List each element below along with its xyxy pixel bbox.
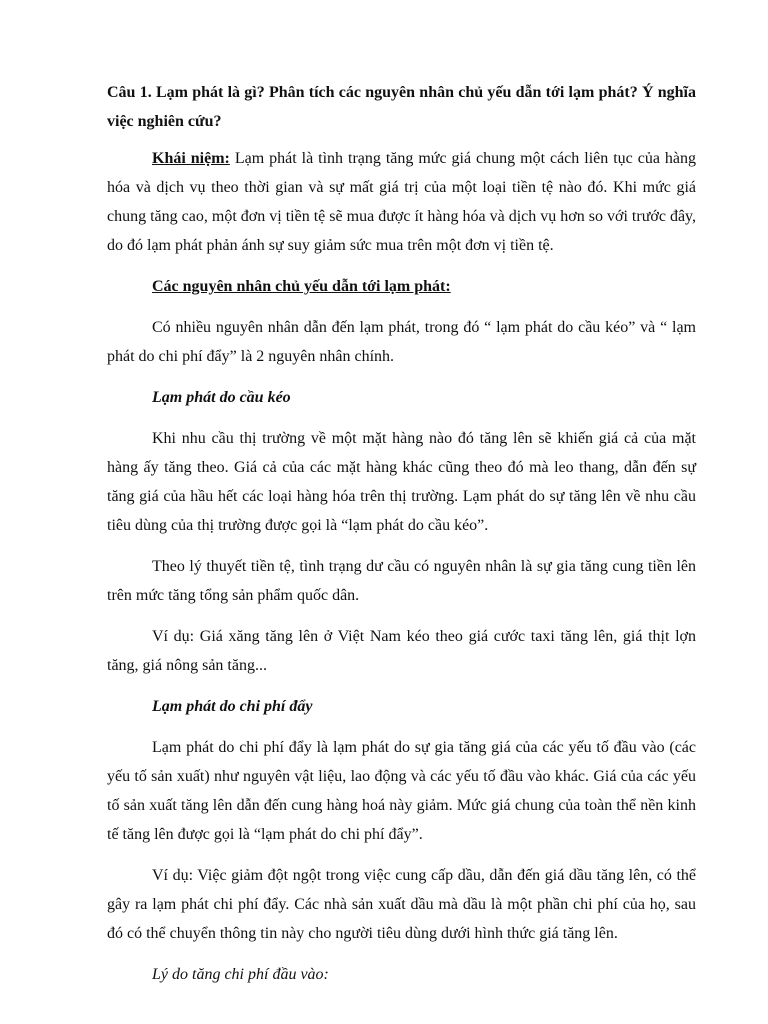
intro-paragraph: Có nhiều nguyên nhân dẫn đến lạm phát, trong đó “ lạm phát do cầu kéo” và “ lạm phát do chi phí đẩy” là 2 nguyên nhân chính. <box>107 319 696 365</box>
definition-text: Lạm phát là tình trạng tăng mức giá chung một cách liên tục của hàng hóa và dịch vụ theo thời gian và sự mất giá trị của một loại tiền tệ nào đó. Khi mức giá chung tăng cao, một đơn vị tiền tệ sẽ mua được ít hàng hóa và dịch vụ hơn so với trước đây, do đó lạm phát phản ánh sự suy giảm sức mua trên một đơn vị tiền tệ. <box>107 150 696 254</box>
causes-heading: Các nguyên nhân chủ yếu dẫn tới lạm phát: <box>152 278 451 295</box>
demand-pull-example: Ví dụ: Giá xăng tăng lên ở Việt Nam kéo theo giá cước taxi tăng lên, giá thịt lợn tăng, giá nông sản tăng... <box>107 628 696 674</box>
input-cost-heading: Lý do tăng chi phí đầu vào: <box>152 966 329 983</box>
demand-pull-paragraph: Khi nhu cầu thị trường về một mặt hàng nào đó tăng lên sẽ khiến giá cả của mặt hàng ấy tăng theo. Giá cả của các mặt hàng khác cũng theo đó mà leo thang, dẫn đến sự tăng giá của hầu hết các loại hàng hóa trên thị trường. Lạm phát do sự tăng lên về nhu cầu tiêu dùng của thị trường được gọi là “lạm phát do cầu kéo”. <box>107 430 696 534</box>
cost-push-paragraph: Lạm phát do chi phí đẩy là lạm phát do sự gia tăng giá của các yếu tố đầu vào (các yếu tố sản xuất) như nguyên vật liệu, lao động và các yếu tố đầu vào khác. Giá của các yếu tố sản xuất tăng lên dẫn đến cung hàng hoá này giảm. Mức giá chung của toàn thể nền kinh tế tăng lên được gọi là “lạm phát do chi phí đẩy”. <box>107 739 696 843</box>
question-title: Câu 1. Lạm phát là gì? Phân tích các nguyên nhân chủ yếu dẫn tới lạm phát? Ý nghĩa việc nghiên cứu? <box>107 84 696 130</box>
definition-label: Khái niệm: <box>152 150 230 167</box>
definition-paragraph <box>107 144 696 260</box>
monetary-theory-paragraph: Theo lý thuyết tiền tệ, tình trạng dư cầu có nguyên nhân là sự gia tăng cung tiền lên trên mức tăng tổng sản phẩm quốc dân. <box>107 558 696 604</box>
cost-push-example: Ví dụ: Việc giảm đột ngột trong việc cung cấp dầu, dẫn đến giá dầu tăng lên, có thể gây ra lạm phát chi phí đẩy. Các nhà sản xuất dầu mà dầu là một phần chi phí của họ, sau đó có thể chuyển thông tin này cho người tiêu dùng dưới hình thức giá tăng lên. <box>107 867 696 942</box>
cost-push-heading: Lạm phát do chi phí đẩy <box>152 698 313 715</box>
demand-pull-heading: Lạm phát do cầu kéo <box>152 389 291 406</box>
